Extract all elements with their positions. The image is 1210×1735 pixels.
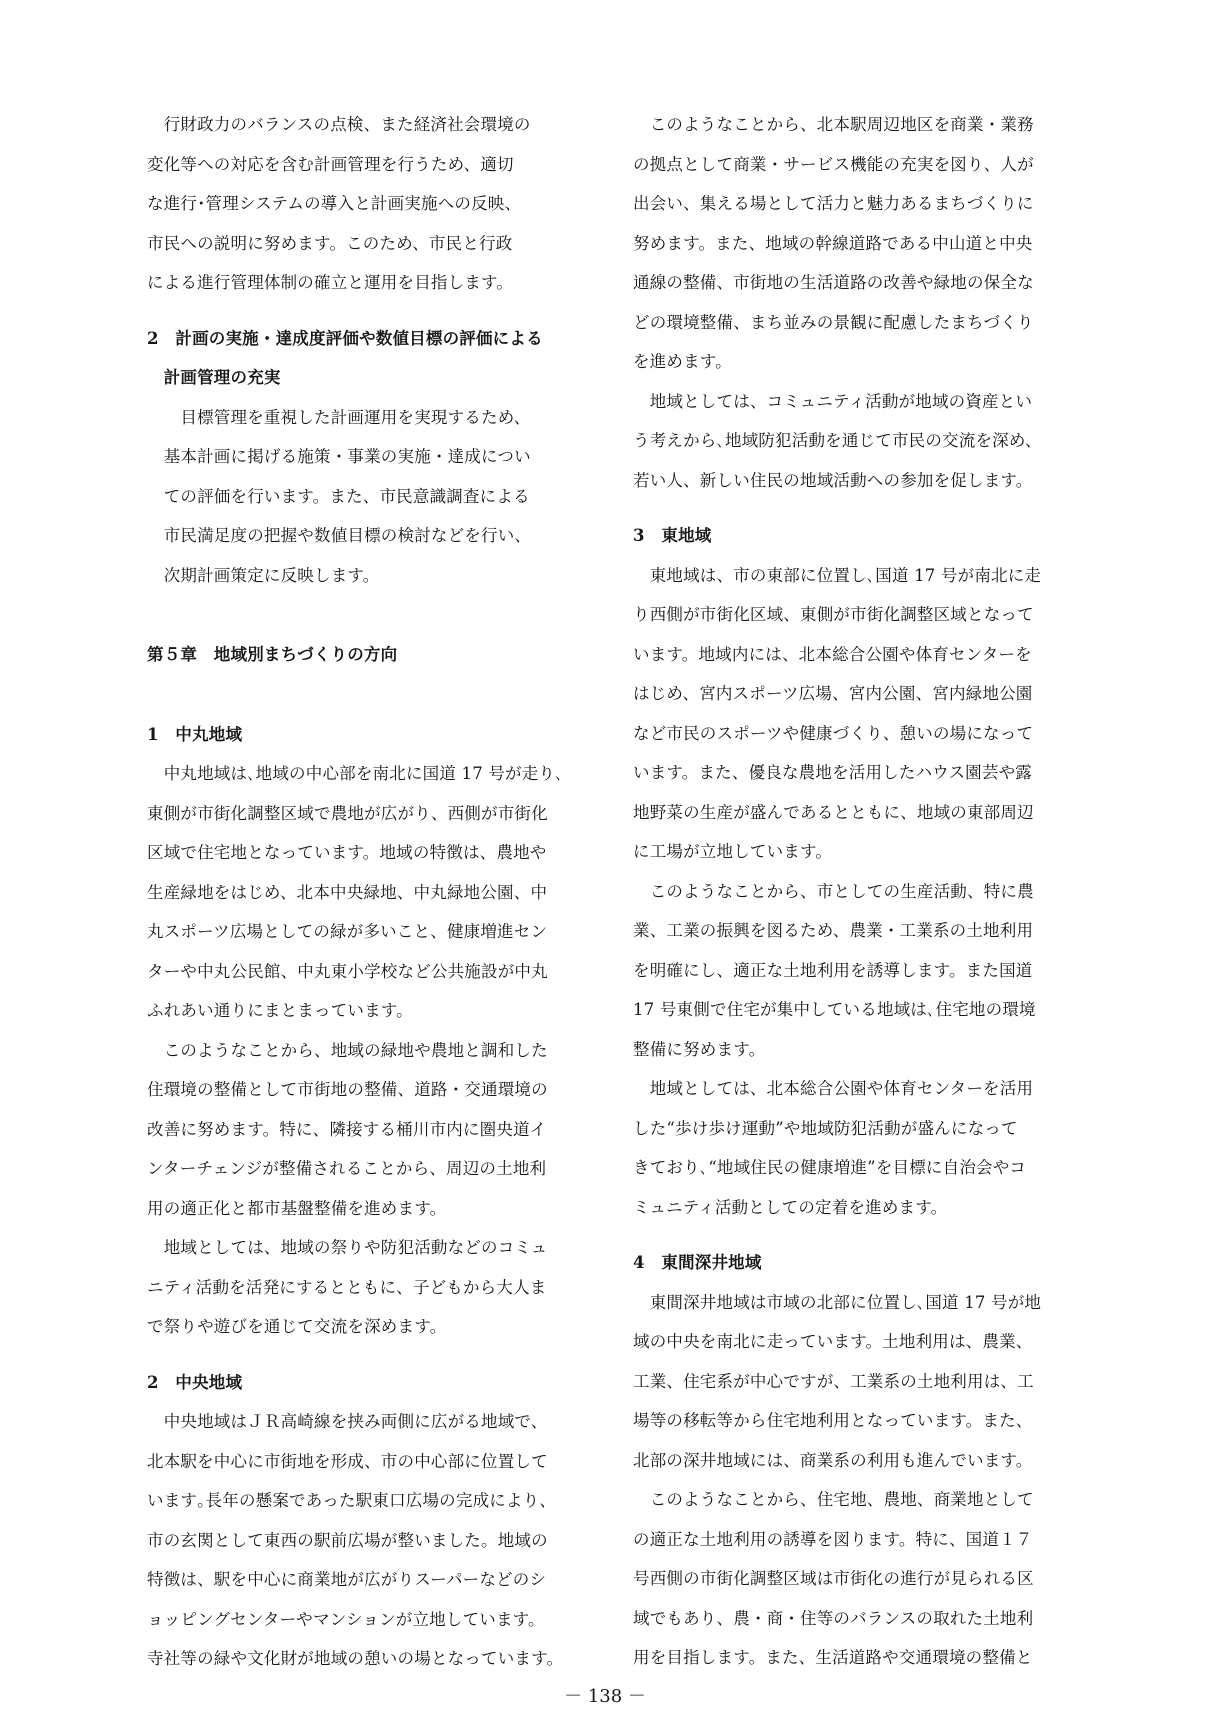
text-line: 努めます。また、地域の幹線道路である中山道と中央: [633, 233, 1033, 253]
text-line: ョッピングセンターやマンションが立地しています。: [147, 1609, 545, 1629]
text-line: 市民満足度の把握や数値目標の検討などを行い、: [147, 526, 532, 545]
text-line: 出会い、集える場として活力と魅力あるまちづくりに: [633, 194, 1034, 213]
text-line: な進行･管理システムの導入と計画実施への反映、: [147, 194, 522, 213]
section4-heading: 4 東間深井地域: [633, 1253, 762, 1272]
text-line: ミュニティ活動としての定着を進めます。: [633, 1197, 948, 1217]
text-line: ンターチェンジが整備されることから、周辺の土地利: [147, 1159, 547, 1178]
text-line: 地域としては、地域の祭りや防犯活動などのコミュ: [147, 1238, 548, 1257]
text-line: 場等の移転等から住宅地利用となっています。また、: [633, 1411, 1033, 1430]
text-line: した“歩け歩け運動”や地域防犯活動が盛んになって: [633, 1118, 1018, 1138]
text-line: 中央地域はＪＲ高崎線を挟み両側に広がる地域で、: [147, 1412, 548, 1431]
text-line: など市民のスポーツや健康づくり、憩いの場になって: [633, 723, 1034, 743]
text-line: 寺社等の緑や文化財が地域の憩いの場となっています。: [147, 1649, 564, 1668]
text-line: はじめ、宮内スポーツ広場、宮内公園、宮内緑地公園: [633, 684, 1033, 703]
text-line: う考えから､地域防犯活動を通じて市民の交流を深め、: [633, 431, 1042, 450]
text-line: 北部の深井地域には、商業系の利用も進んでいます。: [633, 1450, 1033, 1470]
heading-line: 2 計画の実施・達成度評価や数値目標の評価による: [147, 328, 543, 348]
text-line: 市の玄関として東西の駅前広場が整いました。地域の: [147, 1530, 548, 1550]
text-line: 東側が市街化調整区域で農地が広がり、西側が市街化: [147, 803, 548, 823]
text-line: 業、工業の振興を図るため、農業・工業系の土地利用: [633, 921, 1034, 940]
text-line: このようなことから、地域の緑地や農地と調和した: [147, 1040, 548, 1060]
section2-heading: 2 中央地域: [147, 1372, 243, 1392]
text-line: ニティ活動を活発にするとともに、子どもから大人ま: [147, 1277, 547, 1297]
heading-line: 計画管理の充実: [147, 368, 281, 387]
text-line: 住環境の整備として市街地の整備、道路・交通環境の: [147, 1080, 548, 1099]
text-line: います｡長年の懸案であった駅東口広場の完成により、: [147, 1491, 557, 1510]
item2-body: [147, 398, 587, 596]
text-line: 目標管理を重視した計画運用を実現するため、: [147, 407, 531, 427]
page-number: － 138 －: [564, 1686, 646, 1707]
text-line: このようなことから、市としての生産活動、特に農: [633, 881, 1034, 901]
text-line: による進行管理体制の確立と運用を目指します。: [147, 273, 514, 292]
text-line: 号西側の市街化調整区域は市街化の進行が見られる区: [633, 1569, 1034, 1588]
intro-paragraph: [147, 105, 587, 303]
text-line: 域でもあり、農・商・住等のバランスの取れた土地利: [633, 1608, 1034, 1628]
text-line: を進めます。: [633, 352, 732, 371]
text-line: 若い人、新しい住民の地域活動への参加を促します。: [633, 470, 1033, 490]
section3-heading: 3 東地域: [633, 526, 712, 545]
text-line: います。地域内には、北本総合公園や体育センターを: [633, 644, 1032, 664]
text-line: 生産緑地をはじめ、北本中央緑地、中丸緑地公園、中: [147, 882, 548, 902]
text-line: 区域で住宅地となっています。地域の特徴は、農地や: [147, 843, 547, 862]
chapter-heading: 第５章 地域別まちづくりの方向: [147, 645, 398, 664]
text-line: きており､“地域住民の健康増進”を目標に自治会やコ: [633, 1158, 1027, 1177]
text-line: 市民への説明に努めます。このため、市民と行政: [147, 233, 513, 253]
section1-heading: 1 中丸地域: [147, 724, 243, 744]
section4-body: [633, 1283, 1073, 1678]
text-line: 東間深井地域は市域の北部に位置し､国道 17 号が地: [633, 1292, 1042, 1312]
text-line: 丸スポーツ広場としての緑が多いこと、健康増進セン: [147, 922, 548, 941]
text-line: どの環境整備、まち並みの景観に配慮したまちづくり: [633, 312, 1034, 332]
text-line: 域の中央を南北に走っています。土地利用は、農業、: [633, 1332, 1033, 1351]
text-line: 17 号東側で住宅が集中している地域は､住宅地の環境: [633, 1000, 1036, 1019]
text-line: り西側が市街化区域、東側が市街化調整区域となって: [633, 605, 1034, 624]
section3-body: [633, 556, 1073, 1228]
text-line: ターや中丸公民館、中丸東小学校など公共施設が中丸: [147, 961, 548, 981]
text-line: 行財政力のバランスの点検、また経済社会環境の: [147, 115, 531, 134]
text-line: 地野菜の生産が盛んであるとともに、地域の東部周辺: [633, 802, 1034, 822]
right-column: [633, 105, 1073, 1678]
text-line: を明確にし、適正な土地利用を誘導します。また国道: [633, 960, 1033, 980]
text-line: 北本駅を中心に市街地を形成、市の中心部に位置して: [147, 1451, 548, 1471]
text-line: 中丸地域は､地域の中心部を南北に国道 17 号が走り､: [147, 764, 564, 783]
section2-body: [147, 1402, 587, 1679]
text-line: 用を目指します。また、生活道路や交通環境の整備と: [633, 1648, 1033, 1667]
text-line: います。また、優良な農地を活用したハウス園芸や露: [633, 763, 1032, 782]
text-line: 改善に努めます。特に、隣接する桶川市内に圏央道イ: [147, 1119, 547, 1139]
left-column: [147, 105, 587, 1679]
item2-heading: [147, 319, 587, 398]
text-line: の拠点として商業・サービス機能の充実を図り、人が: [633, 154, 1034, 174]
section1-body: [147, 754, 587, 1347]
text-line: 地域としては、コミュニティ活動が地域の資産とい: [633, 391, 1033, 411]
text-line: 工業、住宅系が中心ですが、工業系の土地利用は、工: [633, 1371, 1034, 1391]
text-line: 用の適正化と都市基盤整備を進めます。: [147, 1198, 447, 1218]
text-line: ての評価を行います。また、市民意識調査による: [147, 486, 530, 506]
text-line: に工場が立地しています。: [633, 842, 833, 861]
text-line: 次期計画策定に反映します。: [147, 565, 380, 585]
text-line: 変化等への対応を含む計画管理を行うため、適切: [147, 154, 514, 174]
text-line: ふれあい通りにまとまっています。: [147, 1001, 413, 1020]
text-line: このようなことから、住宅地、農地、商業地として: [633, 1490, 1034, 1509]
text-line: 整備に努めます。: [633, 1039, 766, 1059]
text-line: で祭りや遊びを通じて交流を深めます。: [147, 1317, 447, 1336]
text-line: 東地域は、市の東部に位置し､国道 17 号が南北に走: [633, 565, 1042, 585]
text-line: 地域としては、北本総合公園や体育センターを活用: [633, 1079, 1034, 1098]
text-line: このようなことから、北本駅周辺地区を商業・業務: [633, 115, 1034, 134]
text-line: 通線の整備、市街地の生活道路の改善や緑地の保全な: [633, 273, 1034, 292]
text-line: 特徴は、駅を中心に商業地が広がりスーパーなどのシ: [147, 1570, 547, 1589]
intro-paragraph: [633, 105, 1073, 500]
text-line: 基本計画に掲げる施策・事業の実施・達成につい: [147, 447, 531, 466]
text-line: の適正な土地利用の誘導を図ります。特に、国道１７: [633, 1529, 1033, 1549]
